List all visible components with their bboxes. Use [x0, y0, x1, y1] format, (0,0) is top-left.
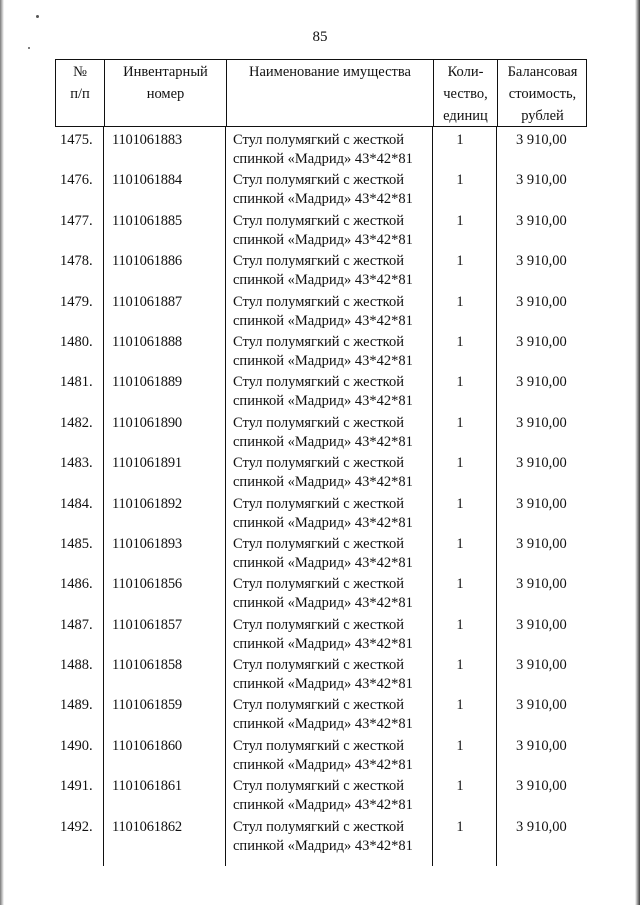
- row-number: 1486.: [60, 576, 93, 593]
- property-name-line2: спинкой «Мадрид» 43*42*81: [233, 554, 413, 571]
- property-name-line1: Стул полумягкий с жесткой: [233, 778, 404, 795]
- row-number: 1476.: [60, 172, 93, 189]
- inventory-number: 1101061858: [112, 657, 182, 674]
- scan-speck: [28, 47, 30, 49]
- quantity: 1: [456, 535, 464, 552]
- table-row: [55, 612, 587, 652]
- quantity: 1: [456, 333, 464, 350]
- quantity: 1: [456, 293, 464, 310]
- inventory-number: 1101061884: [112, 172, 182, 189]
- row-number: 1489.: [60, 697, 93, 714]
- balance-cost: 3 910,00: [516, 212, 567, 229]
- quantity: 1: [456, 576, 464, 593]
- inventory-table: [55, 59, 587, 854]
- inventory-number: 1101061856: [112, 576, 182, 593]
- quantity: 1: [456, 212, 464, 229]
- property-name-line1: Стул полумягкий с жесткой: [233, 535, 404, 552]
- property-name-line1: Стул полумягкий с жесткой: [233, 495, 404, 512]
- row-number: 1480.: [60, 333, 93, 350]
- inventory-number: 1101061883: [112, 132, 182, 148]
- row-number: 1475.: [60, 132, 93, 148]
- property-name-line2: спинкой «Мадрид» 43*42*81: [233, 676, 413, 693]
- inventory-number: 1101061893: [112, 535, 182, 552]
- property-name: [233, 454, 473, 492]
- balance-cost: 3 910,00: [516, 616, 567, 633]
- table-row: [55, 733, 587, 773]
- row-number: 1479.: [60, 293, 93, 310]
- property-name: [233, 414, 473, 452]
- balance-cost: 3 910,00: [516, 495, 567, 512]
- property-name: [233, 131, 473, 169]
- quantity: 1: [456, 455, 464, 472]
- table-row: [55, 491, 587, 531]
- header-inventory-line2: номер: [146, 86, 185, 102]
- property-name-line2: спинкой «Мадрид» 43*42*81: [233, 433, 413, 450]
- row-number: 1482.: [60, 414, 93, 431]
- scan-speck: [36, 15, 39, 18]
- table-row: [55, 167, 587, 207]
- table-row: [55, 127, 587, 167]
- property-name-line1: Стул полумягкий с жесткой: [233, 333, 404, 350]
- inventory-number: 1101061886: [112, 253, 182, 270]
- property-name-line1: Стул полумягкий с жесткой: [233, 212, 404, 229]
- inventory-number: 1101061888: [112, 333, 182, 350]
- property-name: [233, 535, 473, 573]
- property-name-line1: Стул полумягкий с жесткой: [233, 293, 404, 310]
- inventory-number: 1101061890: [112, 414, 182, 431]
- property-name-line1: Стул полумягкий с жесткой: [233, 132, 404, 148]
- scan-edge-right: [635, 0, 640, 905]
- header-name: [226, 60, 433, 126]
- property-name-line1: Стул полумягкий с жесткой: [233, 414, 404, 431]
- row-number: 1477.: [60, 212, 93, 229]
- property-name-line2: спинкой «Мадрид» 43*42*81: [233, 151, 413, 167]
- column-divider: [432, 127, 433, 866]
- property-name-line2: спинкой «Мадрид» 43*42*81: [233, 837, 413, 854]
- header-num: [56, 60, 104, 126]
- balance-cost: 3 910,00: [516, 374, 567, 391]
- property-name-line2: спинкой «Мадрид» 43*42*81: [233, 352, 413, 369]
- row-number: 1487.: [60, 616, 93, 633]
- inventory-number: 1101061862: [112, 818, 182, 835]
- table-row: [55, 652, 587, 692]
- table-row: [55, 329, 587, 369]
- quantity: 1: [456, 414, 464, 431]
- table-row: [55, 692, 587, 732]
- property-name-line1: Стул полумягкий с жесткой: [233, 697, 404, 714]
- quantity: 1: [456, 818, 464, 835]
- quantity: 1: [456, 697, 464, 714]
- property-name-line2: спинкой «Мадрид» 43*42*81: [233, 312, 413, 329]
- balance-cost: 3 910,00: [516, 333, 567, 350]
- property-name-line2: спинкой «Мадрид» 43*42*81: [233, 474, 413, 491]
- balance-cost: 3 910,00: [516, 293, 567, 310]
- scan-edge-left: [0, 0, 4, 905]
- balance-cost: 3 910,00: [516, 414, 567, 431]
- balance-cost: 3 910,00: [516, 697, 567, 714]
- balance-cost: 3 910,00: [516, 132, 567, 148]
- column-divider: [225, 127, 226, 866]
- table-row: [55, 369, 587, 409]
- row-number: 1478.: [60, 253, 93, 270]
- property-name-line1: Стул полумягкий с жесткой: [233, 657, 404, 674]
- property-name: [233, 777, 473, 815]
- property-name: [233, 495, 473, 533]
- property-name: [233, 575, 473, 613]
- header-inventory-line1: Инвентарный: [123, 64, 208, 80]
- balance-cost: 3 910,00: [516, 535, 567, 552]
- property-name-line1: Стул полумягкий с жесткой: [233, 818, 404, 835]
- quantity: 1: [456, 374, 464, 391]
- quantity: 1: [456, 172, 464, 189]
- table-row: [55, 289, 587, 329]
- table-row: [55, 814, 587, 854]
- property-name-line1: Стул полумягкий с жесткой: [233, 576, 404, 593]
- header-quantity-line2: чество,: [443, 86, 488, 102]
- quantity: 1: [456, 657, 464, 674]
- property-name-line2: спинкой «Мадрид» 43*42*81: [233, 797, 413, 814]
- inventory-number: 1101061861: [112, 778, 182, 795]
- row-number: 1483.: [60, 455, 93, 472]
- quantity: 1: [456, 495, 464, 512]
- property-name-line2: спинкой «Мадрид» 43*42*81: [233, 393, 413, 410]
- property-name-line1: Стул полумягкий с жесткой: [233, 616, 404, 633]
- property-name-line1: Стул полумягкий с жесткой: [233, 737, 404, 754]
- quantity: 1: [456, 132, 464, 148]
- quantity: 1: [456, 253, 464, 270]
- property-name-line1: Стул полумягкий с жесткой: [233, 374, 404, 391]
- property-name: [233, 293, 473, 331]
- property-name-line2: спинкой «Мадрид» 43*42*81: [233, 272, 413, 289]
- property-name-line2: спинкой «Мадрид» 43*42*81: [233, 756, 413, 773]
- header-cost-line3: рублей: [521, 108, 564, 124]
- property-name: [233, 373, 473, 411]
- property-name: [233, 616, 473, 654]
- property-name-line2: спинкой «Мадрид» 43*42*81: [233, 716, 413, 733]
- header-num-line2: п/п: [70, 86, 90, 102]
- table-body: [55, 127, 587, 854]
- balance-cost: 3 910,00: [516, 455, 567, 472]
- header-cost-line1: Балансовая: [507, 64, 578, 80]
- table-row: [55, 571, 587, 611]
- inventory-number: 1101061885: [112, 212, 182, 229]
- balance-cost: 3 910,00: [516, 576, 567, 593]
- property-name-line2: спинкой «Мадрид» 43*42*81: [233, 191, 413, 208]
- property-name: [233, 171, 473, 209]
- row-number: 1481.: [60, 374, 93, 391]
- property-name: [233, 737, 473, 775]
- header-num-line1: №: [73, 64, 87, 80]
- header-cost-line2: стоимость,: [508, 86, 577, 102]
- property-name: [233, 818, 473, 856]
- row-number: 1484.: [60, 495, 93, 512]
- table-row: [55, 450, 587, 490]
- header-inventory: [104, 60, 226, 126]
- row-number: 1485.: [60, 535, 93, 552]
- inventory-number: 1101061857: [112, 616, 182, 633]
- table-row: [55, 208, 587, 248]
- property-name-line1: Стул полумягкий с жесткой: [233, 253, 404, 270]
- property-name: [233, 656, 473, 694]
- inventory-number: 1101061860: [112, 737, 182, 754]
- row-number: 1492.: [60, 818, 93, 835]
- table-row: [55, 410, 587, 450]
- property-name: [233, 252, 473, 290]
- balance-cost: 3 910,00: [516, 172, 567, 189]
- property-name: [233, 333, 473, 371]
- balance-cost: 3 910,00: [516, 657, 567, 674]
- balance-cost: 3 910,00: [516, 818, 567, 835]
- row-number: 1490.: [60, 737, 93, 754]
- header-name-line1: Наименование имущества: [249, 64, 411, 80]
- header-quantity-line3: единиц: [443, 108, 488, 124]
- property-name: [233, 696, 473, 734]
- inventory-number: 1101061892: [112, 495, 182, 512]
- header-quantity-line1: Коли-: [447, 64, 484, 80]
- table-row: [55, 773, 587, 813]
- page-number: 85: [312, 29, 328, 45]
- header-quantity: [433, 60, 497, 126]
- column-divider: [103, 127, 104, 866]
- property-name-line2: спинкой «Мадрид» 43*42*81: [233, 635, 413, 652]
- balance-cost: 3 910,00: [516, 778, 567, 795]
- property-name-line1: Стул полумягкий с жесткой: [233, 455, 404, 472]
- inventory-number: 1101061887: [112, 293, 182, 310]
- property-name: [233, 212, 473, 250]
- balance-cost: 3 910,00: [516, 253, 567, 270]
- property-name-line2: спинкой «Мадрид» 43*42*81: [233, 514, 413, 531]
- table-header: [55, 59, 587, 127]
- header-cost: [497, 60, 587, 126]
- property-name-line2: спинкой «Мадрид» 43*42*81: [233, 595, 413, 612]
- inventory-number: 1101061859: [112, 697, 182, 714]
- quantity: 1: [456, 616, 464, 633]
- inventory-number: 1101061891: [112, 455, 182, 472]
- balance-cost: 3 910,00: [516, 737, 567, 754]
- row-number: 1491.: [60, 778, 93, 795]
- quantity: 1: [456, 737, 464, 754]
- inventory-number: 1101061889: [112, 374, 182, 391]
- quantity: 1: [456, 778, 464, 795]
- property-name-line1: Стул полумягкий с жесткой: [233, 172, 404, 189]
- table-row: [55, 248, 587, 288]
- column-divider: [496, 127, 497, 866]
- table-row: [55, 531, 587, 571]
- row-number: 1488.: [60, 657, 93, 674]
- property-name-line2: спинкой «Мадрид» 43*42*81: [233, 231, 413, 248]
